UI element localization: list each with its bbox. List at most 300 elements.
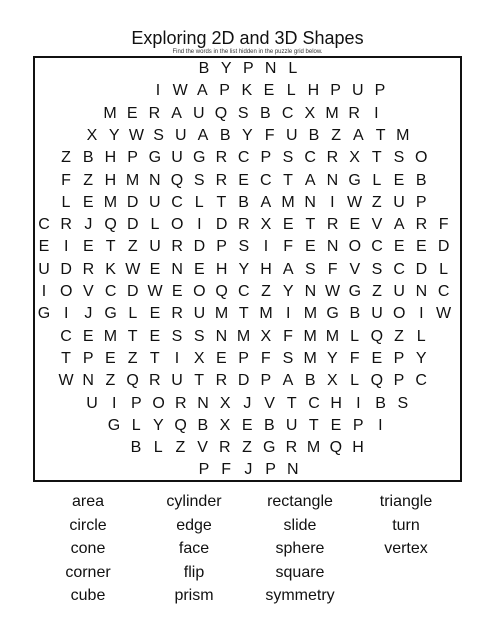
grid-letter[interactable]: V — [83, 283, 94, 300]
grid-letter[interactable]: W — [172, 82, 188, 100]
grid-letter[interactable]: L — [350, 327, 360, 345]
word-list-item: corner — [65, 563, 111, 581]
grid-letter[interactable]: Q — [126, 372, 139, 390]
grid-letter[interactable]: W — [58, 372, 74, 390]
grid-letter[interactable]: T — [194, 372, 205, 390]
grid-letter[interactable]: I — [374, 104, 379, 122]
grid-letter[interactable]: P — [198, 461, 210, 479]
grid-letter[interactable]: A — [353, 126, 364, 144]
grid-letter[interactable]: S — [237, 104, 249, 122]
grid-letter[interactable]: L — [61, 193, 71, 211]
grid-letter[interactable]: V — [371, 216, 383, 234]
grid-letter[interactable]: R — [415, 216, 428, 234]
grid-letter[interactable]: Z — [61, 149, 71, 167]
grid-letter[interactable]: C — [237, 149, 250, 167]
grid-letter[interactable]: T — [216, 193, 227, 211]
grid-letter[interactable]: O — [348, 238, 362, 256]
page-title: Exploring 2D and 3D Shapes — [131, 28, 364, 48]
grid-letter[interactable]: X — [327, 372, 338, 390]
word-list-item: area — [71, 493, 105, 510]
word-list-item: rectangle — [267, 493, 333, 510]
grid-letter[interactable]: M — [306, 439, 321, 457]
grid-letter[interactable]: I — [155, 82, 161, 100]
grid-letter[interactable]: D — [193, 238, 206, 256]
grid-letter[interactable]: I — [378, 416, 383, 434]
grid-letter[interactable]: C — [437, 283, 450, 300]
grid-letter[interactable]: Q — [174, 416, 187, 434]
grid-letter[interactable]: F — [260, 349, 271, 367]
grid-letter[interactable]: K — [241, 82, 253, 100]
grid-letter[interactable]: E — [83, 238, 94, 256]
grid-letter[interactable]: M — [125, 171, 140, 189]
grid-letter[interactable]: G — [148, 149, 162, 167]
grid-letter[interactable]: P — [216, 238, 227, 256]
grid-letter[interactable]: E — [126, 104, 138, 122]
grid-letter[interactable]: E — [149, 305, 161, 323]
instructions: Find the words in the list hidden in the puzzle grid below. — [172, 49, 323, 55]
grid-letter[interactable]: Q — [214, 104, 228, 122]
grid-letter[interactable]: U — [86, 394, 98, 412]
word-list-item: flip — [183, 563, 205, 581]
grid-letter[interactable]: G — [107, 416, 121, 434]
grid-letter[interactable]: D — [60, 260, 72, 278]
grid-letter[interactable]: C — [60, 327, 72, 345]
grid-letter[interactable]: Z — [394, 327, 404, 345]
grid-letter[interactable]: S — [393, 149, 405, 167]
grid-letter[interactable]: M — [303, 349, 317, 367]
grid-letter[interactable]: E — [38, 238, 50, 256]
grid-letter[interactable]: P — [393, 372, 405, 390]
grid-letter[interactable]: R — [82, 260, 95, 278]
grid-letter[interactable]: R — [326, 216, 339, 234]
grid-letter[interactable]: F — [283, 327, 293, 345]
grid-letter[interactable]: E — [105, 349, 116, 367]
grid-letter[interactable]: P — [352, 416, 364, 434]
grid-letter[interactable]: C — [238, 283, 250, 300]
grid-letter[interactable]: D — [415, 260, 428, 278]
grid-letter[interactable]: M — [103, 327, 118, 345]
grid-letter[interactable]: R — [348, 104, 360, 122]
grid-letter[interactable]: E — [241, 416, 253, 434]
grid-letter[interactable]: Q — [370, 327, 384, 345]
grid-letter[interactable]: M — [303, 327, 317, 345]
word-list-item: circle — [69, 516, 107, 534]
grid-letter[interactable]: X — [260, 327, 272, 345]
grid-letter[interactable]: X — [219, 394, 231, 412]
grid-letter[interactable]: M — [103, 193, 118, 211]
grid-letter[interactable]: C — [38, 216, 50, 234]
grid-letter[interactable]: T — [308, 416, 319, 434]
grid-letter[interactable]: V — [197, 439, 208, 457]
grid-letter[interactable]: O — [392, 305, 406, 323]
grid-letter[interactable]: O — [59, 283, 73, 300]
grid-letter[interactable]: X — [349, 149, 360, 167]
grid-letter[interactable]: W — [325, 283, 341, 300]
grid-letter[interactable]: F — [438, 216, 449, 234]
grid-letter[interactable]: Q — [170, 171, 184, 189]
grid-letter[interactable]: U — [171, 372, 183, 390]
grid-letter[interactable]: A — [393, 216, 405, 234]
grid-letter[interactable]: O — [414, 149, 428, 167]
grid-letter[interactable]: C — [371, 238, 383, 256]
grid-letter[interactable]: F — [283, 238, 294, 256]
grid-letter[interactable]: Q — [104, 216, 117, 234]
grid-letter[interactable]: N — [197, 394, 209, 412]
grid-letter[interactable]: D — [215, 216, 228, 234]
grid-letter[interactable]: F — [327, 260, 338, 278]
grid-letter[interactable]: B — [198, 60, 210, 77]
grid-letter[interactable]: P — [127, 149, 138, 167]
grid-letter[interactable]: R — [171, 238, 183, 256]
grid-letter[interactable]: N — [82, 372, 94, 390]
grid-letter[interactable]: Z — [83, 171, 94, 189]
grid-letter[interactable]: Y — [153, 416, 164, 434]
grid-letter[interactable]: Y — [242, 126, 253, 144]
grid-letter[interactable]: T — [61, 349, 71, 367]
grid-letter[interactable]: H — [215, 260, 228, 278]
grid-letter[interactable]: E — [149, 327, 161, 345]
grid-letter[interactable]: T — [375, 126, 386, 144]
grid-letter[interactable]: C — [171, 193, 183, 211]
grid-letter[interactable]: R — [326, 149, 339, 167]
grid-letter[interactable]: Z — [127, 238, 138, 256]
grid-letter[interactable]: M — [236, 327, 251, 345]
grid-letter[interactable]: T — [149, 349, 160, 367]
grid-letter[interactable]: S — [371, 260, 383, 278]
word-list-item: symmetry — [265, 587, 335, 604]
grid-letter[interactable]: H — [260, 260, 272, 278]
grid-letter[interactable]: B — [304, 372, 316, 390]
word-list-item: prism — [174, 587, 214, 604]
grid-letter[interactable]: P — [260, 149, 272, 167]
grid-letter[interactable]: I — [41, 283, 47, 300]
grid-letter[interactable]: L — [350, 372, 360, 390]
grid-letter[interactable]: Q — [329, 439, 343, 457]
grid-letter[interactable]: L — [372, 171, 382, 189]
grid-letter[interactable]: M — [325, 327, 340, 345]
grid-letter[interactable]: G — [326, 305, 339, 323]
grid-letter[interactable]: B — [130, 439, 142, 457]
grid-letter[interactable]: Y — [415, 349, 427, 367]
grid-letter[interactable]: W — [125, 260, 141, 278]
grid-letter[interactable]: U — [193, 104, 205, 122]
grid-letter[interactable]: L — [153, 439, 163, 457]
grid-letter[interactable]: N — [326, 171, 339, 189]
grid-letter[interactable]: X — [260, 216, 272, 234]
grid-letter[interactable]: N — [415, 283, 428, 300]
grid-letter[interactable]: U — [371, 305, 383, 323]
grid-letter[interactable]: W — [347, 193, 363, 211]
grid-letter[interactable]: E — [263, 82, 275, 100]
grid-letter[interactable]: R — [215, 171, 228, 189]
grid-letter[interactable]: B — [219, 126, 231, 144]
grid-letter[interactable]: P — [415, 193, 427, 211]
grid-letter[interactable]: I — [111, 394, 117, 412]
grid-letter[interactable]: N — [149, 171, 161, 189]
grid-letter[interactable]: K — [105, 260, 116, 278]
word-list-item: triangle — [379, 493, 433, 510]
grid-letter[interactable]: R — [285, 439, 298, 457]
grid-letter[interactable]: Z — [242, 439, 252, 457]
grid-letter[interactable]: O — [193, 283, 206, 300]
grid-letter[interactable]: E — [330, 416, 342, 434]
grid-letter[interactable]: U — [171, 149, 183, 167]
grid-letter[interactable]: F — [221, 461, 232, 479]
grid-letter[interactable]: U — [38, 260, 50, 278]
grid-letter[interactable]: Z — [331, 126, 342, 144]
grid-letter[interactable]: L — [150, 216, 160, 234]
grid-letter[interactable]: C — [281, 104, 294, 122]
grid-letter[interactable]: E — [371, 349, 383, 367]
grid-letter[interactable]: H — [104, 171, 117, 189]
grid-letter[interactable]: A — [304, 171, 316, 189]
grid-letter[interactable]: Z — [127, 349, 138, 367]
grid-letter[interactable]: X — [193, 349, 205, 367]
grid-letter[interactable]: L — [131, 416, 141, 434]
grid-letter[interactable]: T — [127, 327, 138, 345]
grid-letter[interactable]: N — [304, 283, 317, 300]
grid-letter[interactable]: U — [393, 193, 405, 211]
grid-letter[interactable]: Z — [105, 372, 116, 390]
grid-letter[interactable]: C — [415, 372, 427, 390]
grid-letter[interactable]: L — [439, 260, 449, 278]
grid-letter[interactable]: T — [371, 149, 382, 167]
grid-letter[interactable]: R — [175, 394, 187, 412]
grid-letter[interactable]: T — [305, 216, 316, 234]
grid-letter[interactable]: E — [82, 193, 94, 211]
grid-letter[interactable]: S — [282, 349, 294, 367]
grid-letter[interactable]: I — [63, 305, 69, 323]
grid-letter[interactable]: P — [82, 349, 94, 367]
grid-letter[interactable]: M — [103, 104, 117, 122]
grid-letter[interactable]: W — [147, 283, 163, 300]
grid-letter[interactable]: E — [194, 260, 205, 278]
grid-letter[interactable]: D — [237, 372, 250, 390]
grid-letter[interactable]: J — [84, 305, 93, 323]
grid-letter[interactable]: U — [193, 305, 206, 323]
grid-letter[interactable]: Z — [371, 193, 382, 211]
grid-letter[interactable]: A — [260, 193, 272, 211]
grid-letter[interactable]: R — [219, 439, 231, 457]
grid-letter[interactable]: A — [171, 104, 182, 122]
grid-letter[interactable]: I — [330, 193, 335, 211]
grid-letter[interactable]: T — [105, 238, 116, 256]
grid-letter[interactable]: S — [238, 238, 250, 256]
grid-letter[interactable]: F — [61, 171, 71, 189]
grid-letter[interactable]: P — [330, 82, 341, 100]
grid-letter[interactable]: S — [153, 126, 164, 144]
grid-letter[interactable]: E — [305, 238, 316, 256]
grid-letter[interactable]: C — [260, 171, 272, 189]
grid-letter[interactable]: F — [264, 126, 275, 144]
grid-letter[interactable]: D — [127, 216, 139, 234]
grid-letter[interactable]: U — [149, 238, 161, 256]
grid-letter[interactable]: M — [259, 305, 273, 323]
grid-letter[interactable]: O — [152, 394, 165, 412]
grid-letter[interactable]: P — [265, 461, 276, 479]
grid-letter[interactable]: S — [305, 260, 316, 278]
grid-letter[interactable]: W — [128, 126, 144, 144]
grid-letter[interactable]: R — [215, 149, 228, 167]
grid-letter[interactable]: P — [219, 82, 230, 100]
grid-letter[interactable]: X — [86, 126, 98, 144]
grid-letter[interactable]: Q — [215, 283, 228, 300]
grid-letter[interactable]: M — [396, 126, 410, 144]
grid-letter[interactable]: H — [352, 439, 364, 457]
grid-letter[interactable]: E — [393, 238, 405, 256]
grid-letter[interactable]: R — [238, 216, 250, 234]
grid-letter[interactable]: N — [304, 193, 316, 211]
grid-letter[interactable]: R — [148, 104, 161, 122]
grid-letter[interactable]: C — [104, 283, 117, 300]
grid-letter[interactable]: P — [393, 349, 405, 367]
grid-letter[interactable]: Y — [282, 283, 294, 300]
grid-letter[interactable]: X — [304, 104, 316, 122]
grid-letter[interactable]: Z — [175, 439, 186, 457]
grid-letter[interactable]: G — [192, 149, 206, 167]
grid-letter[interactable]: P — [374, 82, 386, 100]
grid-letter[interactable]: M — [325, 104, 339, 122]
grid-letter[interactable]: G — [262, 439, 276, 457]
grid-letter[interactable]: E — [238, 171, 249, 189]
grid-letter[interactable]: D — [126, 193, 139, 211]
grid-letter[interactable]: Q — [370, 372, 384, 390]
grid-letter[interactable]: R — [215, 372, 228, 390]
grid-letter[interactable]: J — [243, 394, 252, 412]
grid-letter[interactable]: C — [393, 260, 405, 278]
grid-letter[interactable]: G — [348, 283, 362, 300]
grid-letter[interactable]: P — [238, 349, 249, 367]
grid-letter[interactable]: E — [171, 283, 183, 300]
grid-letter[interactable]: S — [282, 149, 294, 167]
grid-letter[interactable]: W — [436, 305, 452, 323]
grid-letter[interactable]: G — [104, 305, 117, 323]
grid-letter[interactable]: G — [37, 305, 51, 323]
grid-letter[interactable]: D — [437, 238, 450, 256]
grid-letter[interactable]: B — [264, 416, 275, 434]
grid-letter[interactable]: L — [194, 193, 204, 211]
grid-letter[interactable]: B — [82, 149, 94, 167]
grid-letter[interactable]: R — [171, 305, 183, 323]
grid-letter[interactable]: P — [260, 372, 272, 390]
grid-letter[interactable]: R — [149, 372, 161, 390]
grid-letter[interactable]: N — [264, 60, 277, 77]
grid-letter[interactable]: E — [149, 260, 161, 278]
word-list-item: face — [178, 540, 210, 557]
word-list-item: turn — [392, 516, 420, 534]
grid-letter[interactable]: Y — [238, 260, 250, 278]
grid-letter[interactable]: E — [416, 238, 427, 256]
grid-letter[interactable]: X — [219, 416, 231, 434]
grid-letter[interactable]: B — [375, 394, 386, 412]
grid-letter[interactable]: L — [128, 305, 138, 323]
grid-letter[interactable]: B — [415, 171, 427, 189]
grid-letter[interactable]: P — [131, 394, 142, 412]
grid-letter[interactable]: Z — [261, 283, 271, 300]
grid-letter[interactable]: N — [287, 461, 299, 479]
grid-letter[interactable]: P — [243, 60, 254, 77]
grid-letter[interactable]: H — [307, 82, 320, 100]
grid-letter[interactable]: E — [216, 349, 227, 367]
grid-letter[interactable]: R — [60, 216, 72, 234]
grid-letter[interactable]: M — [281, 193, 295, 211]
grid-letter[interactable]: T — [286, 394, 297, 412]
grid-letter[interactable]: S — [397, 394, 409, 412]
grid-letter[interactable]: I — [174, 349, 180, 367]
grid-letter[interactable]: A — [197, 126, 209, 144]
word-list-item: cone — [70, 540, 106, 557]
grid-letter[interactable]: E — [393, 171, 405, 189]
grid-letter[interactable]: C — [304, 149, 316, 167]
word-list-item: slide — [283, 516, 317, 534]
grid-letter[interactable]: A — [282, 372, 294, 390]
grid-letter[interactable]: J — [84, 216, 93, 234]
grid-letter[interactable]: D — [127, 283, 139, 300]
word-list-item: square — [275, 563, 325, 581]
grid-letter[interactable]: Z — [372, 283, 382, 300]
grid-letter[interactable]: A — [197, 82, 208, 100]
grid-letter[interactable]: N — [215, 327, 228, 345]
grid-letter[interactable]: N — [326, 238, 339, 256]
grid-letter[interactable]: U — [393, 283, 405, 300]
grid-letter[interactable]: U — [175, 126, 187, 144]
grid-letter[interactable]: L — [416, 327, 426, 345]
grid-letter[interactable]: T — [238, 305, 249, 323]
grid-letter[interactable]: M — [303, 305, 318, 323]
grid-letter[interactable]: L — [288, 60, 298, 77]
grid-letter[interactable]: I — [285, 305, 291, 323]
grid-letter[interactable]: U — [149, 193, 161, 211]
grid-letter[interactable]: B — [197, 416, 209, 434]
grid-letter[interactable]: N — [171, 260, 183, 278]
grid-letter[interactable]: O — [170, 216, 184, 234]
grid-letter[interactable]: U — [286, 126, 298, 144]
grid-letter[interactable]: B — [349, 305, 361, 323]
grid-letter[interactable]: U — [352, 82, 364, 100]
grid-letter[interactable]: I — [356, 394, 361, 412]
grid-letter[interactable]: Y — [220, 60, 232, 77]
grid-letter[interactable]: V — [264, 394, 275, 412]
grid-letter[interactable]: M — [214, 305, 229, 323]
grid-letter[interactable]: I — [419, 305, 424, 323]
grid-letter[interactable]: Y — [327, 349, 338, 367]
grid-letter[interactable]: G — [348, 171, 361, 189]
grid-letter[interactable]: S — [171, 327, 183, 345]
grid-letter[interactable]: Y — [108, 126, 120, 144]
grid-letter[interactable]: C — [308, 394, 320, 412]
grid-letter[interactable]: V — [349, 260, 361, 278]
grid-letter[interactable]: S — [193, 327, 205, 345]
grid-letter[interactable]: L — [286, 82, 296, 100]
grid-letter[interactable]: H — [104, 149, 117, 167]
grid-letter[interactable]: B — [308, 126, 320, 144]
grid-letter[interactable]: B — [238, 193, 249, 211]
grid-letter[interactable]: S — [193, 171, 205, 189]
grid-letter[interactable]: H — [330, 394, 342, 412]
grid-letter[interactable]: I — [197, 216, 202, 234]
grid-letter[interactable]: J — [244, 461, 253, 479]
grid-letter[interactable]: T — [283, 171, 293, 189]
grid-letter[interactable]: B — [260, 104, 271, 122]
grid-letter[interactable]: F — [349, 349, 360, 367]
grid-letter[interactable]: I — [263, 238, 269, 256]
grid-letter[interactable]: E — [282, 216, 294, 234]
grid-letter[interactable]: U — [285, 416, 298, 434]
grid-letter[interactable]: E — [82, 327, 94, 345]
grid-letter[interactable]: I — [63, 238, 69, 256]
grid-letter[interactable]: E — [349, 216, 361, 234]
grid-letter[interactable]: A — [282, 260, 294, 278]
